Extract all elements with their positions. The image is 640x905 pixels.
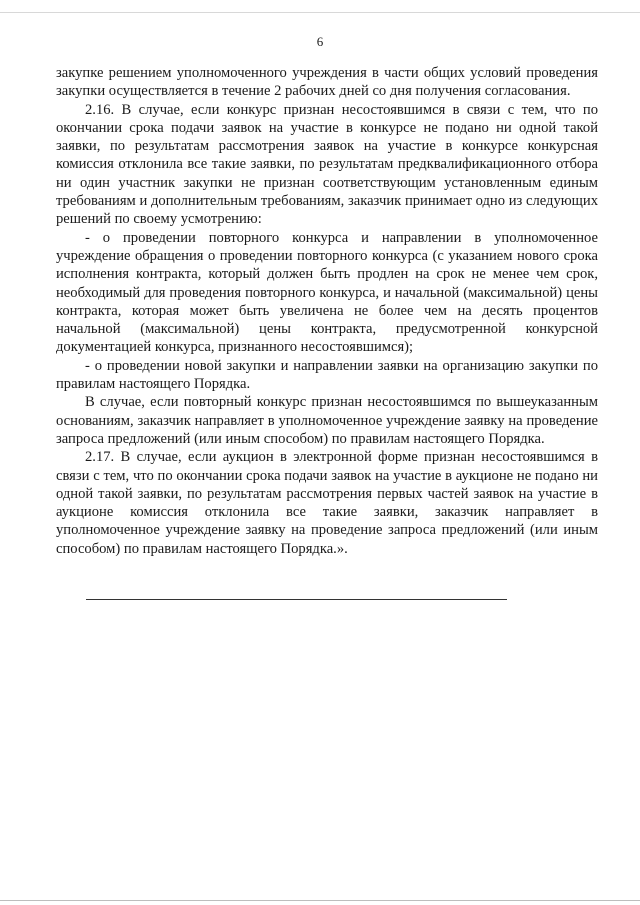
document-body [56,64,598,558]
scan-mark-bottom [0,900,640,901]
scan-mark-top [0,12,640,13]
closing-separator-line [86,599,507,600]
paragraph-continuation: закупке решением уполномоченного учреждения в части общих условий проведения закупки осуществляется в течение 2 рабочих дней со дня получения согласования. [56,65,598,100]
paragraph-2-17: 2.17. В случае, если аукцион в электронной форме признан несостоявшимся в связи с тем, что по окончании срока подачи заявок на участие в аукционе не подано ни одной такой заявки, по результатам рассмотрения первых частей заявок на участие в аукционе комиссия отклонила все такие заявки, заказчик направляет в уполномоченное учреждение заявку на проведение запроса предложений (или иным способом) по правилам настоящего Порядка.». [56,449,598,557]
paragraph-option-repeat-contest: - о проведении повторного конкурса и направлении в уполномоченное учреждение обращения о проведении повторного конкурса (с указанием нового срока исполнения контракта, который должен быть продлен на срок не менее чем срок, необходимый для проведения повторного конкурса, и начальной (максимальной) цены контракта, которая может быть увеличена не более чем на десять процентов начальной (максимальной) цены контракта, предусмотренной конкурсной документацией конкурса, признанного несостоявшимся); [56,229,598,356]
paragraph-option-new-procurement: - о проведении новой закупки и направлении заявки на организацию закупки по правилам настоящего Порядка. [56,357,598,393]
paragraph-2-16: 2.16. В случае, если конкурс признан несостоявшимся в связи с тем, что по окончании срока подачи заявок на участие в конкурсе не подано ни одной такой заявки, по результатам рассмотрения заявок на участие в конкурсе конкурсная комиссия отклонила все такие заявки, по результатам предквалификационного отбора ни один участник закупки не признан соответствующим установленным единым требованиям и дополнительным требованиям, заказчик принимает одно из следующих решений по своему усмотрению: [56,101,598,228]
page-number: 6 [316,34,324,49]
paragraph-repeat-failed: В случае, если повторный конкурс признан несостоявшимся по вышеуказанным основаниям, заказчик направляет в уполномоченное учреждение заявку на проведение запроса предложений (или иным способом) по правилам настоящего Порядка. [56,394,598,447]
